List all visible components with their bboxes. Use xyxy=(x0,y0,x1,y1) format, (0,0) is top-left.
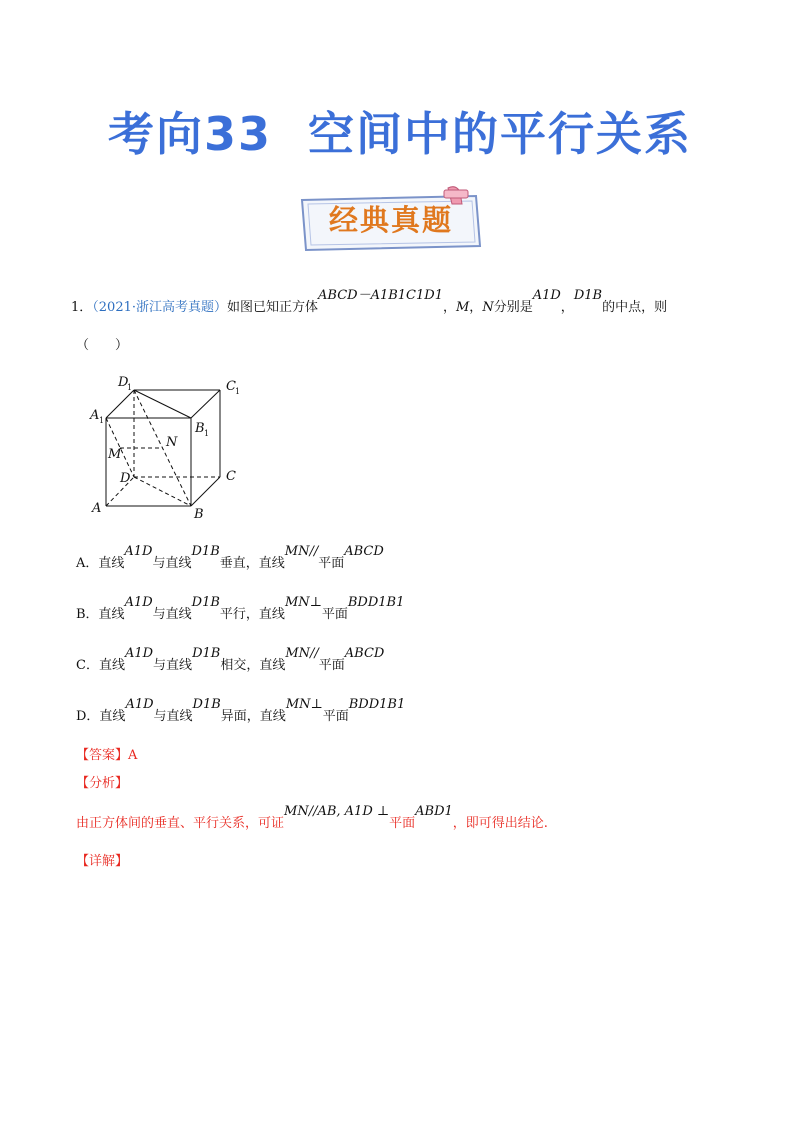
label-d1: D xyxy=(118,375,129,390)
analysis-formula: MN//AB, A1D ⊥ xyxy=(284,804,390,819)
section-banner xyxy=(296,186,486,258)
option-seg1: A1D xyxy=(124,595,153,610)
question-number: 1． xyxy=(71,300,93,315)
label-c1-sub: 1 xyxy=(235,387,241,396)
label-b: B xyxy=(194,507,204,522)
option-rel: 垂直，直线 xyxy=(219,556,285,571)
label-a1-sub: 1 xyxy=(99,416,105,425)
analysis-label: 【分析】 xyxy=(76,776,129,791)
label-c: C xyxy=(226,469,236,484)
option-seg2: D1B xyxy=(192,697,221,712)
title-part-2: 空间中的平行关系 xyxy=(308,107,692,161)
segment-a1d: A1D xyxy=(532,288,561,303)
label-a1: A xyxy=(90,408,100,423)
option-c[interactable] xyxy=(76,646,385,673)
label-m: M xyxy=(108,447,122,462)
option-seg2: D1B xyxy=(191,544,220,559)
question-text-4: ， xyxy=(560,300,574,315)
option-mn: MN xyxy=(284,595,310,610)
option-b[interactable] xyxy=(76,595,405,622)
detail-label: 【详解】 xyxy=(76,854,129,869)
option-op: ⊥ xyxy=(310,697,323,712)
option-rel: 相交，直线 xyxy=(220,658,286,673)
analysis-line xyxy=(76,804,548,831)
question-text-1: 如图已知正方体 xyxy=(227,300,319,315)
answer-parentheses: （ ） xyxy=(76,338,129,353)
option-letter: B．直线 xyxy=(76,607,125,622)
option-seg1: A1D xyxy=(124,646,154,661)
question-text-2: ， xyxy=(442,300,456,315)
option-letter: C．直线 xyxy=(76,658,125,673)
cube-figure xyxy=(88,366,248,526)
analysis-text-1: 由正方体间的垂直、平行关系，可证 xyxy=(76,816,285,831)
question-source: （2021·浙江高考真题） xyxy=(92,300,227,315)
option-rel: 异面，直线 xyxy=(220,709,286,724)
option-seg1: A1D xyxy=(124,544,153,559)
option-plane: BDD1B1 xyxy=(347,595,405,610)
question-comma: ， xyxy=(469,300,483,315)
option-plane: ABCD xyxy=(344,646,385,661)
option-plane: ABCD xyxy=(344,544,384,559)
question-text-5: 的中点，则 xyxy=(602,300,668,315)
option-mn: MN xyxy=(284,544,310,559)
page-title xyxy=(0,98,800,164)
option-op: // xyxy=(310,646,319,661)
option-mid: 与直线 xyxy=(153,658,193,673)
option-plane: BDD1B1 xyxy=(348,697,406,712)
analysis-plane-word: 平面 xyxy=(389,816,416,831)
option-letter: A．直线 xyxy=(76,556,125,571)
edge-bc xyxy=(191,477,220,506)
question-text-3: 分别是 xyxy=(493,300,533,315)
option-letter: D．直线 xyxy=(76,709,126,724)
option-a[interactable] xyxy=(76,544,384,571)
point-n: N xyxy=(482,300,494,315)
option-plane-word: 平面 xyxy=(322,709,349,724)
segment-d1b: D1B xyxy=(573,288,603,303)
option-mn: MN xyxy=(285,697,311,712)
label-b1: B xyxy=(195,421,205,436)
analysis-text-2: ，即可得出结论. xyxy=(452,816,548,831)
label-b1-sub: 1 xyxy=(204,429,210,438)
segment-db xyxy=(134,477,191,506)
answer-label: 【答案】 xyxy=(76,748,129,763)
answer-value: A xyxy=(128,748,138,763)
analysis-plane: ABD1 xyxy=(415,804,453,819)
option-op: // xyxy=(309,544,319,559)
option-mn: MN xyxy=(285,646,311,661)
cube-expression: ABCD－A1B1C1D1 xyxy=(318,288,443,303)
label-c1: C xyxy=(226,379,236,394)
edge-a1d1 xyxy=(106,390,134,418)
option-op: ⊥ xyxy=(309,595,322,610)
point-m: M xyxy=(455,300,470,315)
label-d: D xyxy=(120,471,131,486)
label-n: N xyxy=(166,435,178,450)
segment-d1b1 xyxy=(134,390,191,418)
option-plane-word: 平面 xyxy=(321,607,348,622)
title-part-1: 考向33 xyxy=(107,107,272,161)
edge-b1c1 xyxy=(191,390,220,418)
option-seg1: A1D xyxy=(125,697,154,712)
label-d1-sub: 1 xyxy=(127,383,133,392)
question-line xyxy=(71,288,668,315)
option-seg2: D1B xyxy=(192,646,221,661)
option-plane-word: 平面 xyxy=(318,658,345,673)
option-mid: 与直线 xyxy=(152,556,192,571)
option-mid: 与直线 xyxy=(152,607,192,622)
answer-line xyxy=(76,744,137,763)
section-banner-text: 经典真题 xyxy=(328,203,453,237)
option-d[interactable] xyxy=(76,697,406,724)
option-rel: 平行，直线 xyxy=(219,607,285,622)
option-seg2: D1B xyxy=(191,595,220,610)
option-plane-word: 平面 xyxy=(318,556,345,571)
label-a: A xyxy=(92,501,102,516)
option-mid: 与直线 xyxy=(153,709,193,724)
